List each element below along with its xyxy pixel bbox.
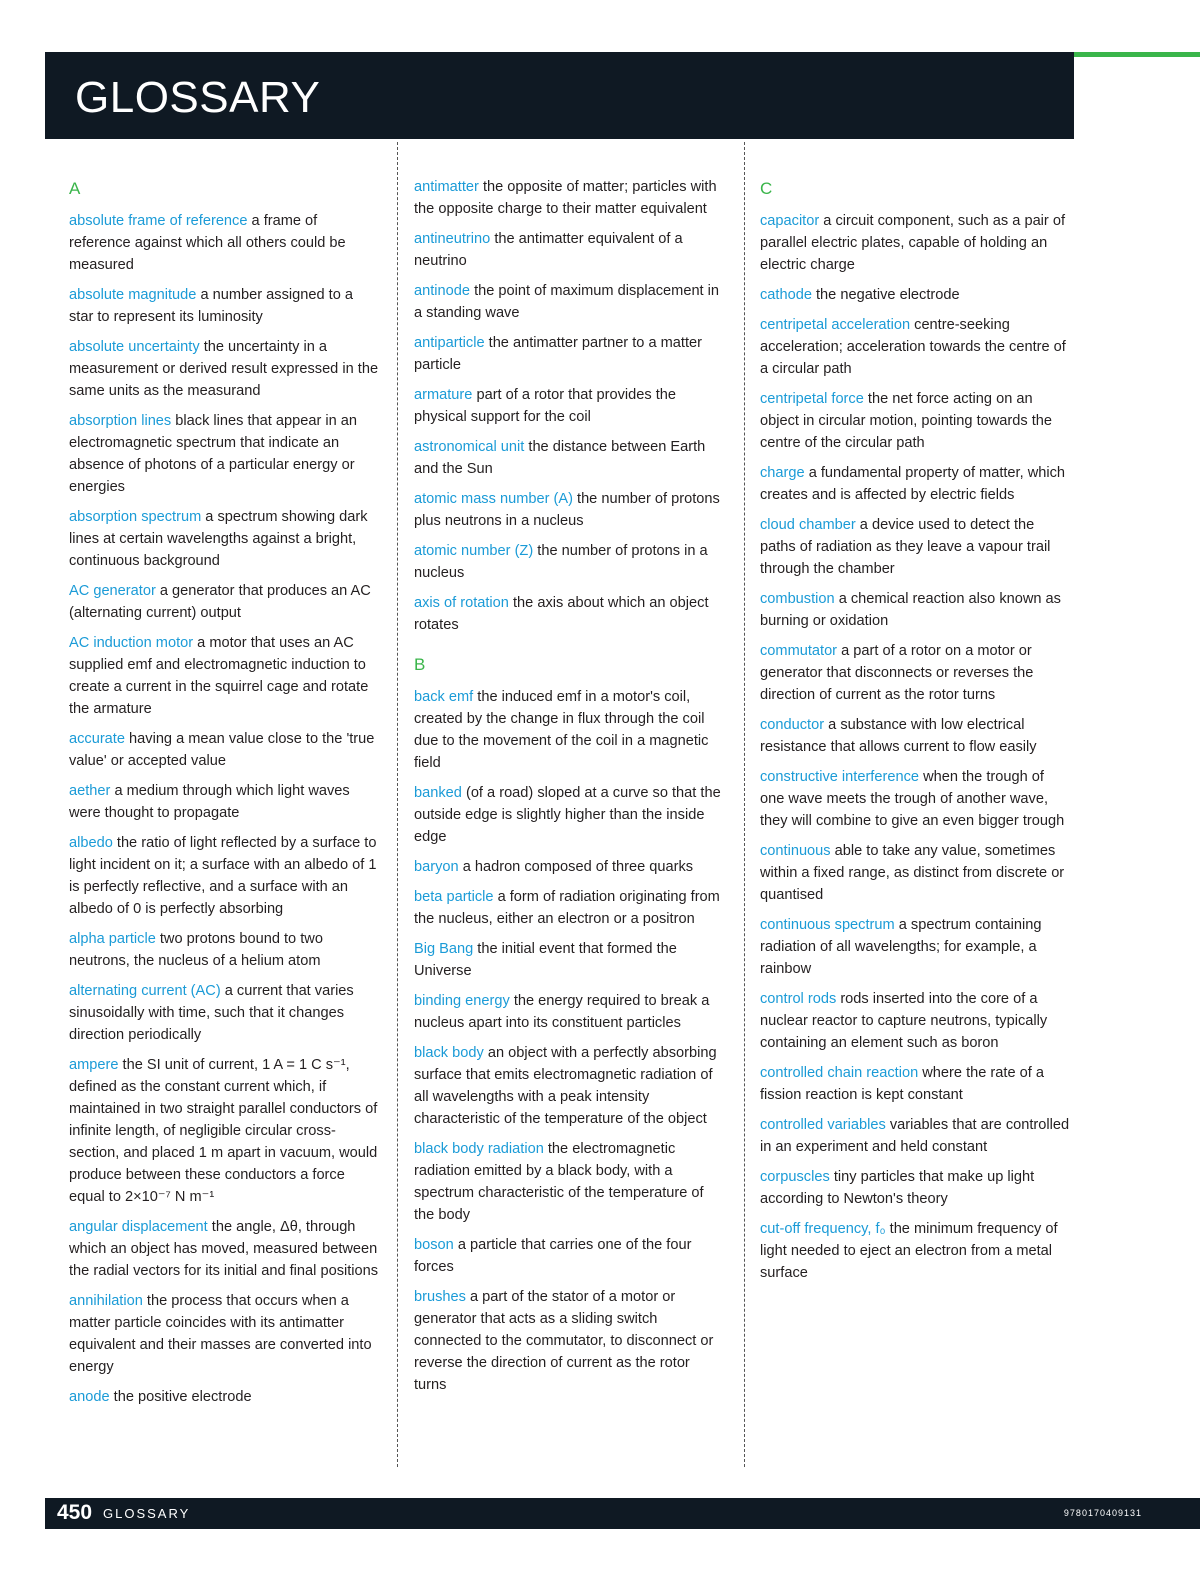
glossary-entry xyxy=(69,1290,379,1378)
glossary-entry xyxy=(760,210,1072,276)
glossary-term: AC generator xyxy=(69,583,156,599)
glossary-definition: where the rate of a fission reaction is kept constant xyxy=(760,1065,1044,1103)
glossary-term: cathode xyxy=(760,287,812,303)
glossary-entry xyxy=(760,1166,1072,1210)
glossary-column-1 xyxy=(69,176,379,1416)
glossary-term: anode xyxy=(69,1389,110,1405)
glossary-term: alternating current (AC) xyxy=(69,983,221,999)
glossary-entry xyxy=(414,280,724,324)
glossary-definition: centre-seeking acceleration; acceleration towards the centre of a circular path xyxy=(760,317,1066,377)
glossary-term: continuous xyxy=(760,843,831,859)
glossary-term: atomic mass number (A) xyxy=(414,491,573,507)
glossary-definition: the initial event that formed the Universe xyxy=(414,941,677,979)
glossary-entry xyxy=(414,856,724,878)
glossary-entry xyxy=(760,1062,1072,1106)
glossary-entry xyxy=(414,1042,724,1130)
glossary-term: controlled variables xyxy=(760,1117,886,1133)
glossary-entry xyxy=(414,384,724,428)
glossary-definition: a frame of reference against which all others could be measured xyxy=(69,213,346,273)
glossary-definition: a part of a rotor on a motor or generator that disconnects or reverses the direction of current as the rotor turns xyxy=(760,643,1034,703)
glossary-definition: the point of maximum displacement in a standing wave xyxy=(414,283,720,321)
glossary-term: control rods xyxy=(760,991,837,1007)
glossary-term: antimatter xyxy=(414,179,479,195)
glossary-definition: the positive electrode xyxy=(113,1389,252,1405)
glossary-definition: black lines that appear in an electromagnetic spectrum that indicate an absence of photons of a particular energy or energies xyxy=(69,413,358,495)
glossary-term: brushes xyxy=(414,1289,466,1305)
glossary-entry xyxy=(760,714,1072,758)
glossary-term: capacitor xyxy=(760,213,820,229)
glossary-entry xyxy=(760,840,1072,906)
glossary-definition: rods inserted into the core of a nuclear reactor to capture neutrons, typically containing an element such as boron xyxy=(760,991,1048,1051)
glossary-entry xyxy=(414,540,724,584)
glossary-term: aether xyxy=(69,783,111,799)
glossary-entry xyxy=(760,388,1072,454)
glossary-definition: the SI unit of current, 1 A = 1 C s⁻¹, defined as the constant current which, if maintained in two straight parallel conductors of infinite length, of negligible circular cross-section, and placed 1 m apart in vacuum, would produce between these conductors a force equal to 2×10⁻⁷ N m⁻¹ xyxy=(69,1057,378,1205)
glossary-definition: the antimatter partner to a matter particle xyxy=(414,335,702,373)
glossary-entry xyxy=(69,832,379,920)
glossary-term: corpuscles xyxy=(760,1169,830,1185)
glossary-term: Big Bang xyxy=(414,941,474,957)
glossary-entry xyxy=(760,914,1072,980)
glossary-definition: a form of radiation originating from the nucleus, either an electron or a positron xyxy=(414,889,720,927)
header-bar xyxy=(45,52,1074,139)
section-letter: A xyxy=(69,179,81,198)
glossary-term: binding energy xyxy=(414,993,510,1009)
glossary-entry xyxy=(414,1286,724,1396)
glossary-column-2 xyxy=(414,176,724,1404)
glossary-definition: a generator that produces an AC (alternating current) output xyxy=(69,583,371,621)
glossary-definition: the number of protons plus neutrons in a nucleus xyxy=(414,491,720,529)
glossary-definition: a medium through which light waves were thought to propagate xyxy=(69,783,350,821)
glossary-term: accurate xyxy=(69,731,125,747)
glossary-definition: a substance with low electrical resistance that allows current to flow easily xyxy=(760,717,1037,755)
glossary-term: alpha particle xyxy=(69,931,156,947)
glossary-definition: the electromagnetic radiation emitted by a black body, with a spectrum characteristic of the temperature of the body xyxy=(414,1141,704,1223)
glossary-entry xyxy=(69,580,379,624)
glossary-term: charge xyxy=(760,465,805,481)
glossary-entry xyxy=(69,632,379,720)
glossary-term: ampere xyxy=(69,1057,119,1073)
page-number: 450 xyxy=(57,1501,93,1524)
glossary-term: absorption spectrum xyxy=(69,509,202,525)
glossary-entry xyxy=(760,588,1072,632)
glossary-term: black body xyxy=(414,1045,484,1061)
glossary-term: beta particle xyxy=(414,889,494,905)
glossary-entry xyxy=(69,928,379,972)
glossary-definition: two protons bound to two neutrons, the nucleus of a helium atom xyxy=(69,931,323,969)
glossary-entry xyxy=(760,988,1072,1054)
glossary-term: boson xyxy=(414,1237,454,1253)
glossary-entry xyxy=(414,176,724,220)
glossary-entry xyxy=(414,1138,724,1226)
glossary-term: antinode xyxy=(414,283,470,299)
glossary-entry xyxy=(760,1114,1072,1158)
glossary-definition: a device used to detect the paths of radiation as they leave a vapour trail through the chamber xyxy=(760,517,1051,577)
glossary-entry xyxy=(414,990,724,1034)
glossary-definition: the minimum frequency of light needed to eject an electron from a metal surface xyxy=(760,1221,1058,1281)
glossary-definition: having a mean value close to the 'true value' or accepted value xyxy=(69,731,375,769)
glossary-entry xyxy=(69,728,379,772)
glossary-definition: the negative electrode xyxy=(816,287,960,303)
glossary-term: axis of rotation xyxy=(414,595,509,611)
glossary-entry xyxy=(414,1234,724,1278)
glossary-definition: the uncertainty in a measurement or derived result expressed in the same units as the measurand xyxy=(69,339,379,399)
glossary-entry xyxy=(760,314,1072,380)
glossary-entry xyxy=(414,886,724,930)
glossary-entry xyxy=(414,592,724,636)
glossary-term: cut-off frequency, f₀ xyxy=(760,1221,886,1237)
glossary-definition: (of a road) sloped at a curve so that the outside edge is slightly higher than the inside edge xyxy=(414,785,721,845)
glossary-term: angular displacement xyxy=(69,1219,208,1235)
glossary-definition: the antimatter equivalent of a neutrino xyxy=(414,231,683,269)
glossary-definition: when the trough of one wave meets the trough of another wave, they will combine to give an even bigger trough xyxy=(760,769,1065,829)
glossary-definition: the process that occurs when a matter particle coincides with its antimatter equivalent and their masses are converted into energy xyxy=(69,1293,372,1375)
glossary-term: armature xyxy=(414,387,473,403)
glossary-definition: a chemical reaction also known as burning or oxidation xyxy=(760,591,1061,629)
glossary-term: antiparticle xyxy=(414,335,485,351)
glossary-entry xyxy=(69,1386,379,1408)
glossary-entry xyxy=(69,410,379,498)
section-letter: B xyxy=(414,655,426,674)
glossary-term: absolute uncertainty xyxy=(69,339,200,355)
glossary-entry xyxy=(414,488,724,532)
glossary-definition: tiny particles that make up light according to Newton's theory xyxy=(760,1169,1035,1207)
glossary-entry xyxy=(414,436,724,480)
glossary-definition: the angle, Δθ, through which an object has moved, measured between the radial vectors for its initial and final positions xyxy=(69,1219,379,1279)
glossary-term: albedo xyxy=(69,835,113,851)
glossary-entry xyxy=(69,1216,379,1282)
glossary-definition: the distance between Earth and the Sun xyxy=(414,439,706,477)
glossary-entry xyxy=(69,506,379,572)
glossary-definition: a particle that carries one of the four forces xyxy=(414,1237,692,1275)
glossary-term: astronomical unit xyxy=(414,439,525,455)
glossary-entry xyxy=(760,514,1072,580)
glossary-term: absorption lines xyxy=(69,413,172,429)
glossary-definition: a hadron composed of three quarks xyxy=(462,859,694,875)
glossary-definition: a fundamental property of matter, which creates and is affected by electric fields xyxy=(760,465,1066,503)
column-divider xyxy=(397,142,398,1467)
footer-label: GLOSSARY xyxy=(103,1506,191,1521)
glossary-definition: the opposite of matter; particles with the opposite charge to their matter equivalent xyxy=(414,179,717,217)
glossary-entry xyxy=(414,332,724,376)
glossary-entry xyxy=(760,640,1072,706)
glossary-definition: part of a rotor that provides the physical support for the coil xyxy=(414,387,677,425)
glossary-term: continuous spectrum xyxy=(760,917,895,933)
glossary-entry xyxy=(69,336,379,402)
glossary-entry xyxy=(69,284,379,328)
glossary-entry xyxy=(760,462,1072,506)
glossary-term: constructive interference xyxy=(760,769,919,785)
glossary-entry xyxy=(69,210,379,276)
glossary-definition: able to take any value, sometimes within a fixed range, as distinct from discrete or quantised xyxy=(760,843,1065,903)
glossary-term: absolute magnitude xyxy=(69,287,197,303)
glossary-term: absolute frame of reference xyxy=(69,213,248,229)
glossary-entry xyxy=(760,284,1072,306)
glossary-term: cloud chamber xyxy=(760,517,856,533)
glossary-entry xyxy=(760,766,1072,832)
glossary-term: annihilation xyxy=(69,1293,143,1309)
glossary-term: AC induction motor xyxy=(69,635,194,651)
glossary-column-3 xyxy=(760,176,1072,1292)
glossary-definition: the number of protons in a nucleus xyxy=(414,543,708,581)
glossary-definition: the axis about which an object rotates xyxy=(414,595,709,633)
glossary-definition: variables that are controlled in an experiment and held constant xyxy=(760,1117,1070,1155)
glossary-entry xyxy=(414,686,724,774)
glossary-definition: a spectrum showing dark lines at certain wavelengths against a bright, continuous background xyxy=(69,509,368,569)
glossary-term: combustion xyxy=(760,591,835,607)
glossary-definition: the induced emf in a motor's coil, created by the change in flux through the coil due to the movement of the coil in a magnetic field xyxy=(414,689,709,771)
glossary-entry xyxy=(69,980,379,1046)
glossary-definition: the energy required to break a nucleus apart into its constituent particles xyxy=(414,993,710,1031)
glossary-term: atomic number (Z) xyxy=(414,543,534,559)
glossary-entry xyxy=(414,228,724,272)
page-title: GLOSSARY xyxy=(75,73,321,122)
glossary-term: centripetal force xyxy=(760,391,864,407)
glossary-term: antineutrino xyxy=(414,231,491,247)
glossary-term: baryon xyxy=(414,859,459,875)
glossary-term: commutator xyxy=(760,643,838,659)
glossary-entry xyxy=(414,782,724,848)
glossary-definition: an object with a perfectly absorbing surface that emits electromagnetic radiation of all wavelengths with a peak intensity characteristic of the temperature of the object xyxy=(414,1045,717,1127)
glossary-entry xyxy=(69,1054,379,1208)
glossary-definition: a current that varies sinusoidally with time, such that it changes direction periodically xyxy=(69,983,354,1043)
glossary-definition: a part of the stator of a motor or generator that acts as a sliding switch connected to the commutator, to disconnect or reverse the direction of current as the rotor turns xyxy=(414,1289,714,1393)
accent-line xyxy=(1074,52,1200,57)
glossary-definition: a circuit component, such as a pair of parallel electric plates, capable of holding an electric charge xyxy=(760,213,1066,273)
glossary-definition: the ratio of light reflected by a surface to light incident on it; a surface with an albedo of 1 is perfectly reflective, and a surface with an albedo of 0 is perfectly absorbing xyxy=(69,835,377,917)
isbn: 9780170409131 xyxy=(1063,1508,1142,1518)
glossary-term: banked xyxy=(414,785,462,801)
glossary-definition: a spectrum containing radiation of all wavelengths; for example, a rainbow xyxy=(760,917,1042,977)
glossary-entry xyxy=(69,780,379,824)
glossary-entry xyxy=(760,1218,1072,1284)
glossary-term: conductor xyxy=(760,717,825,733)
footer-bar xyxy=(45,1498,1200,1529)
glossary-definition: the net force acting on an object in circular motion, pointing towards the centre of the circular path xyxy=(760,391,1053,451)
glossary-term: controlled chain reaction xyxy=(760,1065,919,1081)
glossary-entry xyxy=(414,938,724,982)
glossary-term: back emf xyxy=(414,689,474,705)
glossary-term: centripetal acceleration xyxy=(760,317,911,333)
column-divider xyxy=(744,142,745,1467)
section-letter: C xyxy=(760,179,773,198)
glossary-term: black body radiation xyxy=(414,1141,544,1157)
glossary-definition: a motor that uses an AC supplied emf and electromagnetic induction to create a current in the squirrel cage and rotate the armature xyxy=(69,635,369,717)
glossary-definition: a number assigned to a star to represent its luminosity xyxy=(69,287,353,325)
